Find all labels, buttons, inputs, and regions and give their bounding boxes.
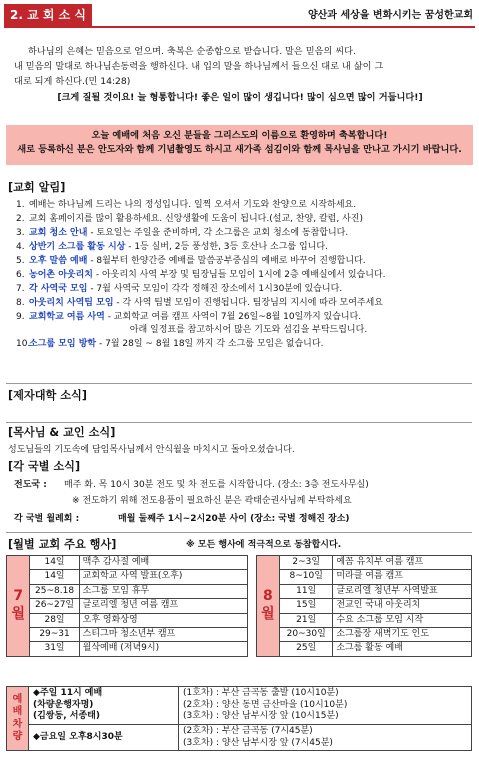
sunday-drivers-label: (차량운행자명): [33, 699, 94, 710]
notice-number: 5.: [16, 255, 25, 266]
event-name: 미라클 여름 캠프: [333, 570, 472, 584]
section-tab: 2. 교 회 소 식: [4, 4, 92, 26]
event-date: 28일: [30, 613, 79, 627]
notice-title: 상반기 소그룹 활동 시상: [29, 241, 126, 252]
event-date: 11일: [280, 584, 333, 598]
spacer: [248, 627, 257, 641]
intro-line: 내 믿음의 말대로 하나님손동력을 행하신다. 내 입의 말을 하나님께서 들으신 대로 내 삶이 그: [14, 61, 384, 73]
notice-title: 아웃리치 사역팀 모임: [29, 297, 114, 308]
sunday-drivers: (김쌍동, 서종태): [33, 711, 100, 722]
divider: [6, 532, 472, 533]
notice-item: [16, 269, 468, 283]
mission-text: 매주 화. 목 10시 30분 전도 및 차 전도를 시작합니다. (장소: 3층 전도사무실): [64, 480, 369, 490]
notice-item: [16, 213, 468, 227]
notice-number: 1.: [16, 200, 25, 210]
notice-continuation: 아래 일정표를 참고하시어 많은 기도와 섬김을 부탁드립니다.: [129, 325, 368, 336]
event-name: 글로리엘 청년 여름 캠프: [79, 599, 247, 613]
notice-number: 3.: [16, 227, 25, 238]
event-name: 맥추 감사절 예배: [79, 556, 247, 570]
intro-line: 하나님의 은혜는 믿음으로 얻으며. 축복은 순종함으로 받습니다. 말은 믿음의 씨다.: [28, 46, 356, 57]
notices-heading: [교회 알림]: [8, 181, 66, 194]
route-item: (3호차) : 양산 남부시장 앞 (10시15분): [183, 711, 339, 722]
notice-text: - 토요일는 주일을 준비하며, 각 소그룹은 교회 청소에 동참합니다.: [90, 227, 349, 238]
notice-text: - 7월 사역국 모임이 각각 정해진 장소에서 1시30분에 있습니다.: [90, 283, 343, 294]
spacer: [248, 613, 257, 627]
church-tagline: 양산과 세상을 변화시키는 꿈성한교회: [307, 10, 473, 21]
schedule-row: [7, 570, 472, 584]
notice-item: [16, 338, 468, 352]
vehicle-label: [7, 687, 29, 751]
intro-line: 대로 되게 하신다.(민 14:28): [14, 76, 131, 88]
route-item: (2호차) : 양산 동면 금산마을 (10시10분): [183, 699, 348, 710]
notice-number: 4.: [16, 241, 25, 252]
event-date: 29~31: [30, 627, 79, 641]
event-date: 8~10일: [280, 570, 333, 584]
mission-note: ※ 전도하기 위해 전도용품이 필요하신 분은 곽태순권사님께 부탁하세요: [72, 496, 352, 506]
notice-number: 10.: [16, 339, 31, 350]
notice-number: 9.: [16, 311, 25, 322]
pastor-heading: [목사님 & 교인 소식]: [8, 426, 116, 439]
intro-text: [14, 44, 466, 105]
vehicle-table: [6, 686, 472, 751]
notice-title: 각 사역국 모임: [29, 283, 88, 294]
notice-number: 6.: [16, 269, 25, 280]
notice-text: - 1등 실버, 2등 풍성한, 3등 호산나 소그룹 입니다.: [128, 241, 328, 252]
schedule-row: [7, 599, 472, 613]
month-label: 7 월: [11, 588, 25, 622]
welcome-banner: [6, 125, 473, 165]
notice-item: [16, 227, 468, 241]
month-july: [7, 556, 30, 657]
notice-number: 7.: [16, 283, 25, 294]
notice-title: 소그룹 모임 방학: [29, 339, 97, 350]
notice-title: 교회 청소 안내: [29, 227, 88, 238]
event-name: 수요 소그룹 모임 시작: [333, 613, 472, 627]
route-item: (3호차) : 양산 남부시장 앞 (7시45분): [183, 737, 333, 748]
friday-service: [29, 725, 179, 751]
event-name: 월삭예배 (저녁9시): [79, 642, 247, 656]
notice-text: - 8월부터 한양간증 예배를 말씀공부중심의 예배로 바꾸어 진행합니다.: [90, 255, 366, 266]
sunday-service-label: ◆주일 11시 예배: [33, 688, 103, 698]
notice-item: [16, 241, 468, 255]
spacer: [248, 556, 257, 570]
friday-service-label: ◆금요일 오후8시30분: [33, 731, 123, 742]
schedule-row: [7, 556, 472, 570]
welcome-line: 오늘 예배에 처음 오신 분들을 그리스도의 이름으로 환영하며 축복합니다!: [91, 130, 388, 141]
event-name: 소그룹장 새벽기도 인도: [333, 627, 472, 641]
notice-text: - 7월 28일 ~ 8월 18일 까지 각 소그룹 모임은 없습니다.: [99, 339, 324, 350]
route-item: (1호차) : 부산 금곡동 출발 (10시10분): [183, 688, 339, 698]
event-date: 31일: [30, 642, 79, 656]
notice-item: [16, 283, 468, 297]
jeja-heading: [제자대학 소식]: [8, 389, 87, 402]
notices-list: [16, 199, 468, 352]
notice-text: 예배는 하나님께 드리는 나의 정성입니다. 일찍 오셔서 기도와 찬양으로 시작하세요.: [29, 200, 357, 210]
schedule-row: [7, 627, 472, 641]
event-date: 25~8.18: [30, 584, 79, 598]
vehicle-label-text: 예 배 차 량: [12, 693, 23, 743]
event-date: 14일: [30, 556, 79, 570]
meeting-label: 각 국별 월례회 :: [14, 514, 80, 524]
schedule-heading: [월별 교회 주요 행사]: [8, 538, 117, 551]
welcome-line: 새로 등록하신 분은 안도자와 함께 기념촬영도 하시고 새가족 섬김이와 함께 목사님을 만나고 가시기 바랍니다.: [17, 144, 462, 156]
spacer: [248, 570, 257, 584]
notice-title: 농어촌 아웃리치: [29, 269, 93, 280]
notice-number: 2.: [16, 213, 25, 224]
notice-item: [16, 199, 468, 213]
notice-item: [16, 297, 468, 311]
schedule-row: [7, 642, 472, 656]
section-header: [4, 4, 475, 28]
month-august: [256, 556, 279, 657]
event-date: 15일: [280, 599, 333, 613]
sunday-service: [29, 687, 179, 725]
divider: [6, 422, 472, 423]
notice-item: [16, 255, 468, 269]
notice-text: - 각 사역 팀별 모임이 진행됩니다. 팀장님의 지시에 따라 모여주세요: [116, 297, 383, 308]
event-date: 26~27일: [30, 599, 79, 613]
notice-text: - 아웃리치 사역 부장 및 팀장님들 모임이 1시에 2층 예배실에서 있습니다.: [95, 269, 386, 280]
event-date: 21일: [280, 613, 333, 627]
event-name: 소그룹 모임 휴무: [79, 584, 247, 598]
schedule-table: [6, 555, 472, 657]
pastor-news: 성도님들의 기도속에 담임목사님께서 안식월을 마치시고 돌아오셨습니다.: [8, 445, 295, 455]
event-date: 14일: [30, 570, 79, 584]
divider: [6, 383, 472, 384]
spacer: [248, 584, 257, 598]
event-name: 예꼼 유치부 여름 캠프: [333, 556, 472, 570]
notice-text: - 교회학교 여름 캠프 사역이 7월 26일~8월 10일까지 있습니다.: [107, 311, 362, 322]
notice-title: 오후 말씀 예배: [29, 255, 88, 266]
meeting-text: 매월 둘째주 1시~2시20분 사이 (장소: 국별 정해진 장소): [118, 514, 350, 524]
month-label: 8 월: [261, 588, 275, 622]
notice-title: 교회학교 여름 사역: [29, 311, 105, 322]
event-date: 25일: [280, 642, 333, 656]
mission-label: 전도국 :: [14, 480, 47, 490]
event-date: 2~3일: [280, 556, 333, 570]
intro-slogan: [크게 질될 것이요! 늘 형통합니다! 좋은 일이 많이 생깁니다! 많이 심으면 많이 거둡니다!]: [57, 91, 423, 103]
event-name: 전교인 국내 아웃리치: [333, 599, 472, 613]
notice-item: [16, 311, 468, 339]
sunday-routes: [179, 687, 472, 725]
mission-heading: [각 국별 소식]: [8, 460, 81, 473]
spacer: [248, 642, 257, 656]
notice-number: 8.: [16, 297, 25, 308]
friday-routes: [179, 725, 472, 751]
event-name: 소그룹 활동 예배: [333, 642, 472, 656]
event-name: 스티그마 청소년부 캠프: [79, 627, 247, 641]
event-date: 20~30일: [280, 627, 333, 641]
event-name: 오후 영화상영: [79, 613, 247, 627]
spacer: [248, 599, 257, 613]
schedule-row: [7, 584, 472, 598]
event-name: 글로리엘 청년부 사역발표: [333, 584, 472, 598]
notice-text: 교회 홈페이지를 많이 활용하세요. 신앙생활에 도움이 됩니다.(설교, 찬양, 칼럼, 사진): [29, 213, 363, 224]
schedule-row: [7, 613, 472, 627]
event-name: 교회학교 사역 발표(오후): [79, 570, 247, 584]
schedule-note: ※ 모든 행사에 적극적으로 동참합시다.: [186, 540, 342, 550]
route-item: (2호차) : 부산 금곡동 (7시45분): [183, 726, 313, 737]
